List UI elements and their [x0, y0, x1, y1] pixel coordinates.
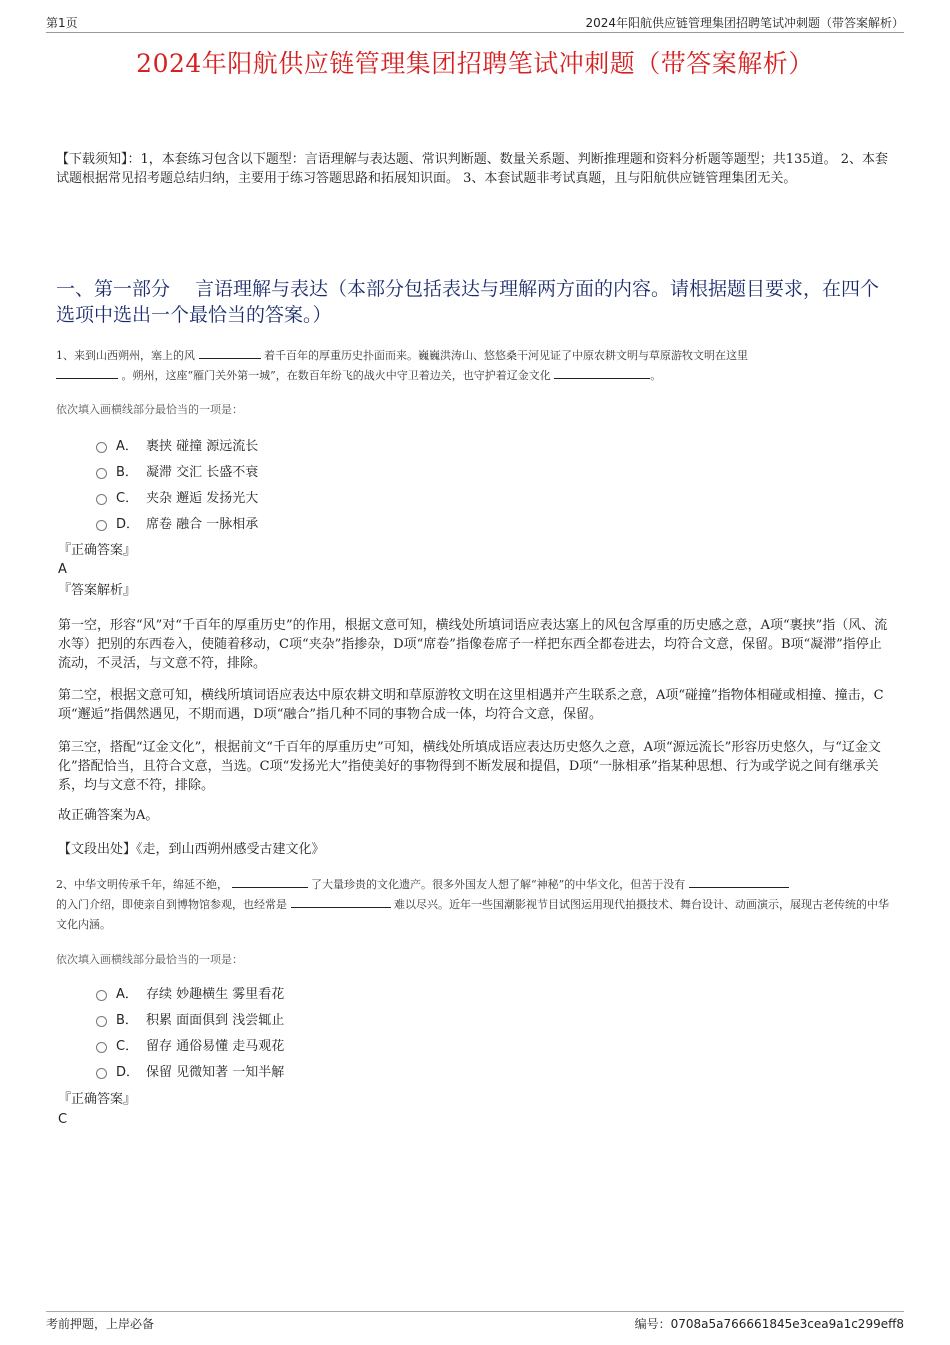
- q2-stem-part-a: 2、中华文明传承千年，绵延不绝，: [56, 878, 228, 891]
- footer-slogan: 考前押题，上岸必备: [46, 1317, 155, 1331]
- q2-option-c[interactable]: C． 留存 通俗易懂 走马观花: [96, 1034, 284, 1060]
- radio-icon[interactable]: [96, 1016, 107, 1027]
- q1-answer: A: [58, 562, 67, 577]
- q1-stem-part-b: 着千百年的厚重历史扑面而来。巍巍洪涛山、悠悠桑干河见证了中原农耕文明与草原游牧文明在这里: [264, 349, 748, 362]
- q1-analysis-conclusion: 故正确答案为A。: [58, 808, 159, 823]
- q2-stem-part-c: 的入门介绍，即使亲自到博物馆参观，也经常是: [56, 898, 287, 911]
- page-footer: [46, 1311, 904, 1331]
- radio-icon[interactable]: [96, 990, 107, 1001]
- question-2-stem: [56, 875, 896, 935]
- document-title: 2024年阳航供应链管理集团招聘笔试冲刺题（带答案解析）: [136, 49, 814, 78]
- download-notice: 【下载须知】：1，本套练习包含以下题型：言语理解与表达题、常识判断题、数量关系题、判断推理题和资料分析题等题型；共135道。 2、本套试题根据常见招考题总结归纳，主要用于练习答题思路和拓展知识面。 3、本套试题非考试真题，且与阳航供应链管理集团无关。: [56, 152, 888, 186]
- page-number: 第1页: [46, 16, 78, 30]
- q2-stem-part-b: 了大量珍贵的文化遗产。很多外国友人想了解“神秘”的中华文化，但苦于没有: [311, 878, 686, 891]
- q1-blank-3: [554, 366, 650, 379]
- q2-blank-1: [232, 875, 308, 888]
- radio-icon[interactable]: [96, 1042, 107, 1053]
- header-doc-title: 2024年阳航供应链管理集团招聘笔试冲刺题（带答案解析）: [585, 16, 904, 30]
- section-title: 一、第一部分 言语理解与表达（本部分包括表达与理解两方面的内容。请根据题目要求，在四个选项中选出一个最恰当的答案。）: [56, 278, 880, 326]
- q1-stem-part-d: 。: [650, 369, 662, 382]
- q2-answer: C: [58, 1112, 68, 1127]
- question-1-stem: [56, 346, 896, 386]
- q1-analysis-para-1: 第一空，形容“风”对“千百年的厚重历史”的作用，根据文意可知，横线处所填词语应表达塞上的风包含厚重的历史感之意，A项“裹挟”指（风、流水等）把别的东西卷入，使随着移动，C项“夹杂”指掺杂，D项“席卷”指像卷席子一样把东西全都卷进去，均符合文意，保留。B项“凝滞”指停止流动，不灵活，与文意不符，排除。: [58, 618, 888, 671]
- q1-blank-1: [199, 346, 261, 359]
- q2-blank-2: [689, 875, 789, 888]
- q1-instruction: 依次填入画横线部分最恰当的一项是：: [56, 403, 243, 416]
- q1-options: [96, 434, 258, 538]
- radio-icon[interactable]: [96, 494, 107, 505]
- radio-icon[interactable]: [96, 520, 107, 531]
- q1-analysis-label: 『答案解析』: [58, 583, 137, 598]
- q2-instruction: 依次填入画横线部分最恰当的一项是：: [56, 953, 243, 966]
- q2-option-d[interactable]: D． 保留 见微知著 一知半解: [96, 1060, 284, 1086]
- q1-analysis-para-2: 第二空，根据文意可知，横线所填词语应表达中原农耕文明和草原游牧文明在这里相遇并产生联系之意，A项“碰撞”指物体相碰或相撞、撞击，C项“邂逅”指偶然遇见，不期而遇，D项“融合”指几种不同的事物合成一体，均符合文意，保留。: [58, 688, 884, 722]
- q2-stem-part-d: 难以尽兴。近年一些国潮影视节目试图运用现代拍摄技术、舞台设计、动画演示，展现古老传统的中华文化内涵。: [56, 898, 889, 931]
- q1-option-a[interactable]: A． 裹挟 碰撞 源远流长: [96, 434, 258, 460]
- radio-icon[interactable]: [96, 1068, 107, 1079]
- q1-option-b[interactable]: B． 凝滞 交汇 长盛不衰: [96, 460, 258, 486]
- footer-doc-code: 编号：0708a5a766661845e3cea9a1c299eff8: [634, 1317, 904, 1331]
- radio-icon[interactable]: [96, 442, 107, 453]
- q1-source: 【文段出处】《走，到山西朔州感受古建文化》: [58, 842, 325, 857]
- q2-blank-3: [291, 895, 391, 908]
- q2-option-b[interactable]: B． 积累 面面俱到 浅尝辄止: [96, 1008, 284, 1034]
- q2-answer-label: 『正确答案』: [58, 1092, 137, 1107]
- q2-options: [96, 982, 284, 1086]
- q1-option-d[interactable]: D． 席卷 融合 一脉相承: [96, 512, 258, 538]
- q1-analysis-para-3: 第三空，搭配“辽金文化”，根据前文“千百年的厚重历史”可知，横线处所填成语应表达历史悠久之意，A项“源远流长”形容历史悠久，与“辽金文化”搭配恰当，且符合文意，当选。C项“发扬光大”指使美好的事物得到不断发展和提倡，D项“一脉相承”指某种思想、行为或学说之间有继承关系，均与文意不符，排除。: [58, 740, 881, 793]
- q1-option-c[interactable]: C． 夹杂 邂逅 发扬光大: [96, 486, 258, 512]
- q1-answer-label: 『正确答案』: [58, 543, 137, 558]
- page-header: [46, 14, 904, 33]
- q1-stem-part-c: 。朔州，这座“雁门关外第一城”，在数百年纷飞的战火中守卫着边关，也守护着辽金文化: [121, 369, 551, 382]
- q1-blank-2: [56, 366, 118, 379]
- q1-stem-part-a: 1、来到山西朔州，塞上的风: [56, 349, 195, 362]
- q2-option-a[interactable]: A． 存续 妙趣横生 雾里看花: [96, 982, 284, 1008]
- radio-icon[interactable]: [96, 468, 107, 479]
